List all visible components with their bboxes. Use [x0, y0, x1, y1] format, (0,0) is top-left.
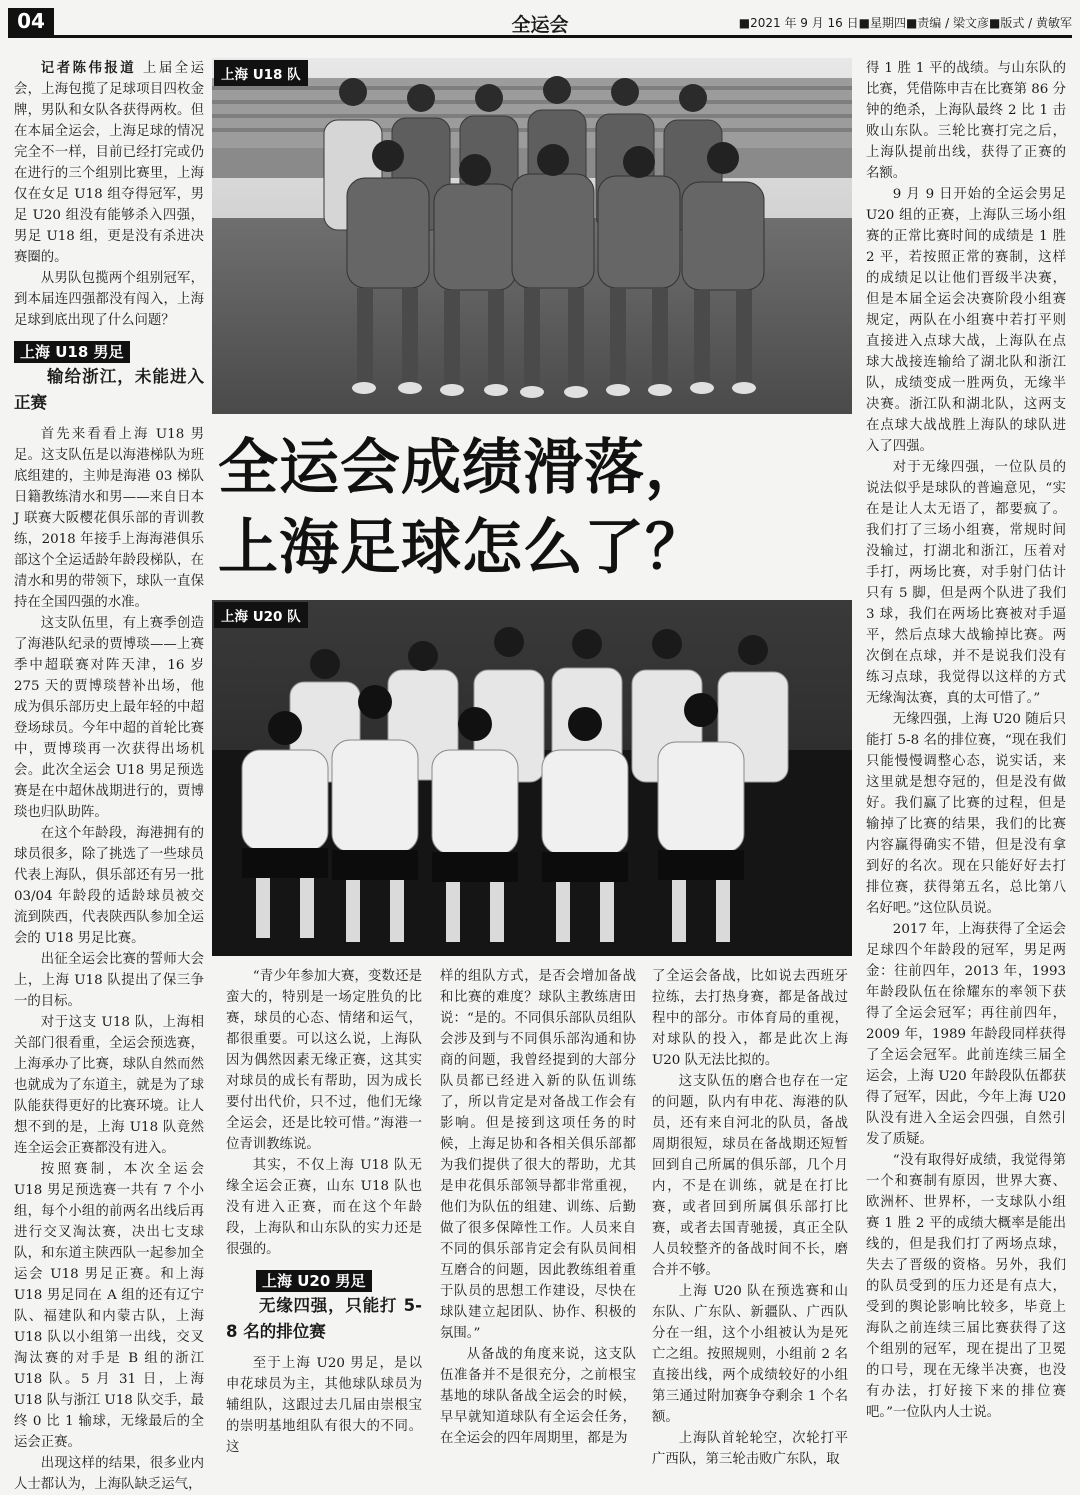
headline-line-1: 全运会成绩滑落，: [218, 433, 706, 503]
paragraph: 首先来看看上海 U18 男足。这支队伍是以海港梯队为班底组建的，主帅是海港 03 梯队日籍教练清水和男——来自日本 J 联赛大阪樱花俱乐部的青训教练，2018 年接手上海海港俱乐部这个全运适龄年龄段梯队，在清水和男的带领下，球队一直保持在全国四强的水准。: [14, 427, 204, 610]
article-column-5: [866, 58, 1066, 1423]
paragraph: 这支队伍里，有上赛季创造了海港队纪录的贾博琰——上赛季中超联赛对阵天津，16 岁 275 天的贾博琰替补出场，他成为俱乐部历史上最年轻的中超登场球员。今年中超的首轮比赛中，贾博琰再一次获得出场机会。此次全运会 U18 男足预选赛是在中超休战期进行的，贾博琰也归队助阵。: [14, 616, 204, 820]
article-column-2: [226, 966, 422, 1458]
paragraph: 样的组队方式，是否会增加备战和比赛的难度？球队主教练唐田说：“是的。不同俱乐部队员组队会涉及到与不同俱乐部沟通和协商的问题，我曾经提到的大部分队员都已经进入新的队伍训练了，所以肯定是对备战工作会有影响。但是接到这项任务的时候，上海足协和各相关俱乐部都为我们提供了很大的帮助，尤其是申花俱乐部领导都非常重视，他们为队伍的组建、训练、后勤做了很多保障性工作。人员来自不同的俱乐部肯定会有队员间相互磨合的问题，因此教练组着重于队员的思想工作建设，尽快在球队建立起团队、协作、积极的氛围。”: [440, 969, 636, 1341]
subheading-badge: 上海 U20 男足: [256, 1270, 372, 1292]
paragraph: 从备战的角度来说，这支队伍准备并不是很充分，之前根宝基地的球队备战全运会的时候，早早就知道球队有全运会任务，在全运会的四年周期里，都是为: [440, 1347, 636, 1446]
paragraph: 2017 年，上海获得了全运会足球四个年龄段的冠军，男足两金：往前四年，2013 年，1993 年龄段队伍在徐耀东的率领下获得了全运会冠军；再往前四年，2009 年，1989 年龄段同样获得了全运会冠军。此前连续三届全运会，上海 U20 年龄段队伍都获得了冠军，因此，今年上海 U20 队没有进入全运会四强，自然引发了质疑。: [866, 922, 1066, 1147]
subheading-u18: [14, 341, 204, 416]
paragraph: “没有取得好成绩，我觉得第一个和赛制有原因，世界大赛、欧洲杯、世界杯，一支球队小组赛 1 胜 2 平的成绩大概率是能出线的，但是我们打了两场点球，失去了晋级的资格。另外，我们的队员受到的压力还是有点大，受到的舆论影响比较多，毕竟上海队之前连续三届比赛获得了这个组别的冠军，现在提出了卫冕的口号，现在无缘半决赛，也没有办法，打好接下来的排位赛吧。”一位队内人士说。: [866, 1153, 1066, 1420]
paragraph: 出征全运会比赛的誓师大会上，上海 U18 队提出了保三争一的目标。: [14, 952, 204, 1009]
paragraph: 按照赛制，本次全运会 U18 男足预选赛一共有 7 个小组，每个小组的前两名出线后再进行交叉淘汰赛，决出七支球队，和东道主陕西队一起参加全运会 U18 男足正赛。和上海 U18 男足同在 A 组的还有辽宁队、福建队和内蒙古队，上海 U18 队以小组第一出线，交叉淘汰赛的对手是 B 组的浙江 U18 队。5 月 31 日，上海 U18 队与浙江 U18 队交手，最终 0 比 1 输球，无缘最后的全运会正赛。: [14, 1162, 204, 1450]
page-number: 04: [8, 8, 54, 35]
paragraph: 这支队伍的磨合也存在一定的问题，队内有申花、海港的队员，还有来自河北的队员，备战周期很短，球员在备战期还短暂回到自己所属的俱乐部，几个月内，不是在训练，就是在打比赛，或者回到所属俱乐部打比赛，或者去国青驰援，真正全队人员较整齐的备战时间不长，磨合并不够。: [652, 1074, 848, 1278]
paragraph: “青少年参加大赛，变数还是蛮大的，特别是一场定胜负的比赛，球员的心态、情绪和运气，都很重要。可以这么说，上海队因为偶然因素无缘正赛，这其实对球员的成长有帮助，因为成长要付出代价，只不过，他们无缘全运会，还是比较可惜。”海港一位青训教练说。: [226, 969, 422, 1152]
headline-line-2: 上海足球怎么了？: [218, 513, 706, 583]
page-header: [8, 8, 1072, 38]
paragraph: 从男队包揽两个组别冠军，到本届连四强都没有闯入，上海足球到底出现了什么问题？: [14, 271, 204, 328]
lead-paragraph: 记者陈伟报道 上届全运会，上海包揽了足球项目四枚金牌，男队和女队各获得两枚。但在本届全运会，上海足球的情况完全不一样，目前已经打完或仍在进行的三个组别比赛里，上海仅在女足 U18 组夺得冠军，男足 U20 组没有能够杀入四强，男足 U18 组，更是没有杀进决赛圈的。: [14, 61, 205, 265]
photo-u18-team: [212, 58, 852, 414]
subheading-text: 无缘四强，只能打 5-8 名的排位赛: [226, 1296, 422, 1341]
paragraph: 上海 U20 队在预选赛和山东队、广东队、新疆队、广西队分在一组，这个小组被认为是死亡之组。按照规则，小组前 2 名直接出线，两个成绩较好的小组第三通过附加赛争夺剩余 1 个名额。: [652, 1284, 848, 1425]
paragraph: 对于这支 U18 队，上海相关部门很看重，全运会预选赛，上海承办了比赛，球队自然而然也就成为了东道主，就是为了球队能获得更好的比赛环境。让人想不到的是，上海 U18 队竟然连全运会正赛都没有进入。: [14, 1015, 204, 1156]
byline: 记者陈伟报道: [40, 61, 137, 76]
paragraph: 其实，不仅上海 U18 队无缘全运会正赛，山东 U18 队也没有进入正赛，而在这个年龄段，上海队和山东队的实力还是很强的。: [226, 1158, 422, 1257]
subheading-u20: [226, 1270, 422, 1345]
paragraph: 了全运会备战，比如说去西班牙拉练，去打热身赛，都是备战过程中的部分。市体育局的重视，对球队的投入，都是此次上海 U20 队无法比拟的。: [652, 969, 848, 1068]
paragraph: 出现这样的结果，很多业内人士都认为，上海队缺乏运气，: [14, 1456, 204, 1492]
paragraph: 得 1 胜 1 平的战绩。与山东队的比赛，凭借陈申吉在比赛第 86 分钟的绝杀，上海队最终 2 比 1 击败山东队。三轮比赛打完之后，上海队提前出线，获得了正赛的名额。: [866, 61, 1066, 181]
article-column-4: [652, 966, 848, 1470]
paragraph: 对于无缘四强，一位队员的说法似乎是球队的普遍意见，“实在是让人太无语了，都要疯了。我们打了三场小组赛，常规时间没输过，打湖北和浙江，压着对手打，两场比赛，对手射门估计只有 5 脚，但是两个队进了我们 3 球，我们在两场比赛被对手逼平，然后点球大战输掉比赛。两次倒在点球，并不是说我们没有练习点球，我觉得以这样的方式无缘淘汰赛，真的太可惜了。”: [866, 460, 1066, 706]
u18-team-photo-image: [212, 58, 852, 414]
paragraph: 9 月 9 日开始的全运会男足 U20 组的正赛，上海队三场小组赛的正常比赛时间的成绩是 1 胜 2 平，若按照正常的赛制，这样的成绩足以让他们晋级半决赛，但是本届全运会决赛阶段小组赛规定，两队在小组赛中若打平则直接进入点球大战，上海队在点球大战接连输给了湖北队和浙江队，成绩变成一胜两负，无缘半决赛。浙江队和湖北队，这两支在点球大战战胜上海队的球队进入了四强。: [866, 187, 1066, 454]
u20-team-photo-image: [212, 600, 852, 956]
photo-u20-team: [212, 600, 852, 956]
main-headline: [212, 418, 852, 600]
paragraph: 至于上海 U20 男足，是以申花球员为主，其他球队球员为辅组队，这跟过去几届由崇根宝的崇明基地组队有很大的不同。这: [226, 1356, 422, 1455]
subheading-text: 输给浙江，未能进入正赛: [14, 367, 204, 412]
photo-caption-label: 上海 U20 队: [214, 602, 308, 628]
issue-meta: ■2021 年 9 月 16 日■星期四■责编 / 梁文彦■版式 / 黄敏军: [738, 16, 1072, 30]
article-column-1: [14, 58, 204, 1495]
article-column-3: [440, 966, 636, 1449]
subheading-badge: 上海 U18 男足: [14, 341, 130, 363]
paragraph: 在这个年龄段，海港拥有的球员很多，除了挑选了一些球员代表上海队，俱乐部还有另一批 03/04 年龄段的适龄球员被交流到陕西，代表陕西队参加全运会的 U18 男足比赛。: [14, 826, 204, 946]
photo-caption-label: 上海 U18 队: [214, 60, 308, 86]
section-title: 全运会: [511, 14, 569, 36]
paragraph: 上海队首轮轮空，次轮打平广西队，第三轮击败广东队，取: [652, 1431, 848, 1467]
paragraph: 无缘四强，上海 U20 随后只能打 5-8 名的排位赛，“现在我们只能慢慢调整心态，说实话，来这里就是想夺冠的，但是没有做好。我们赢了比赛的过程，但是输掉了比赛的结果，我们的比赛内容赢得确实不错，但是没有拿到好的名次。现在只能好好去打排位赛，获得第五名，总比第八名好吧。”这位队员说。: [866, 712, 1066, 916]
